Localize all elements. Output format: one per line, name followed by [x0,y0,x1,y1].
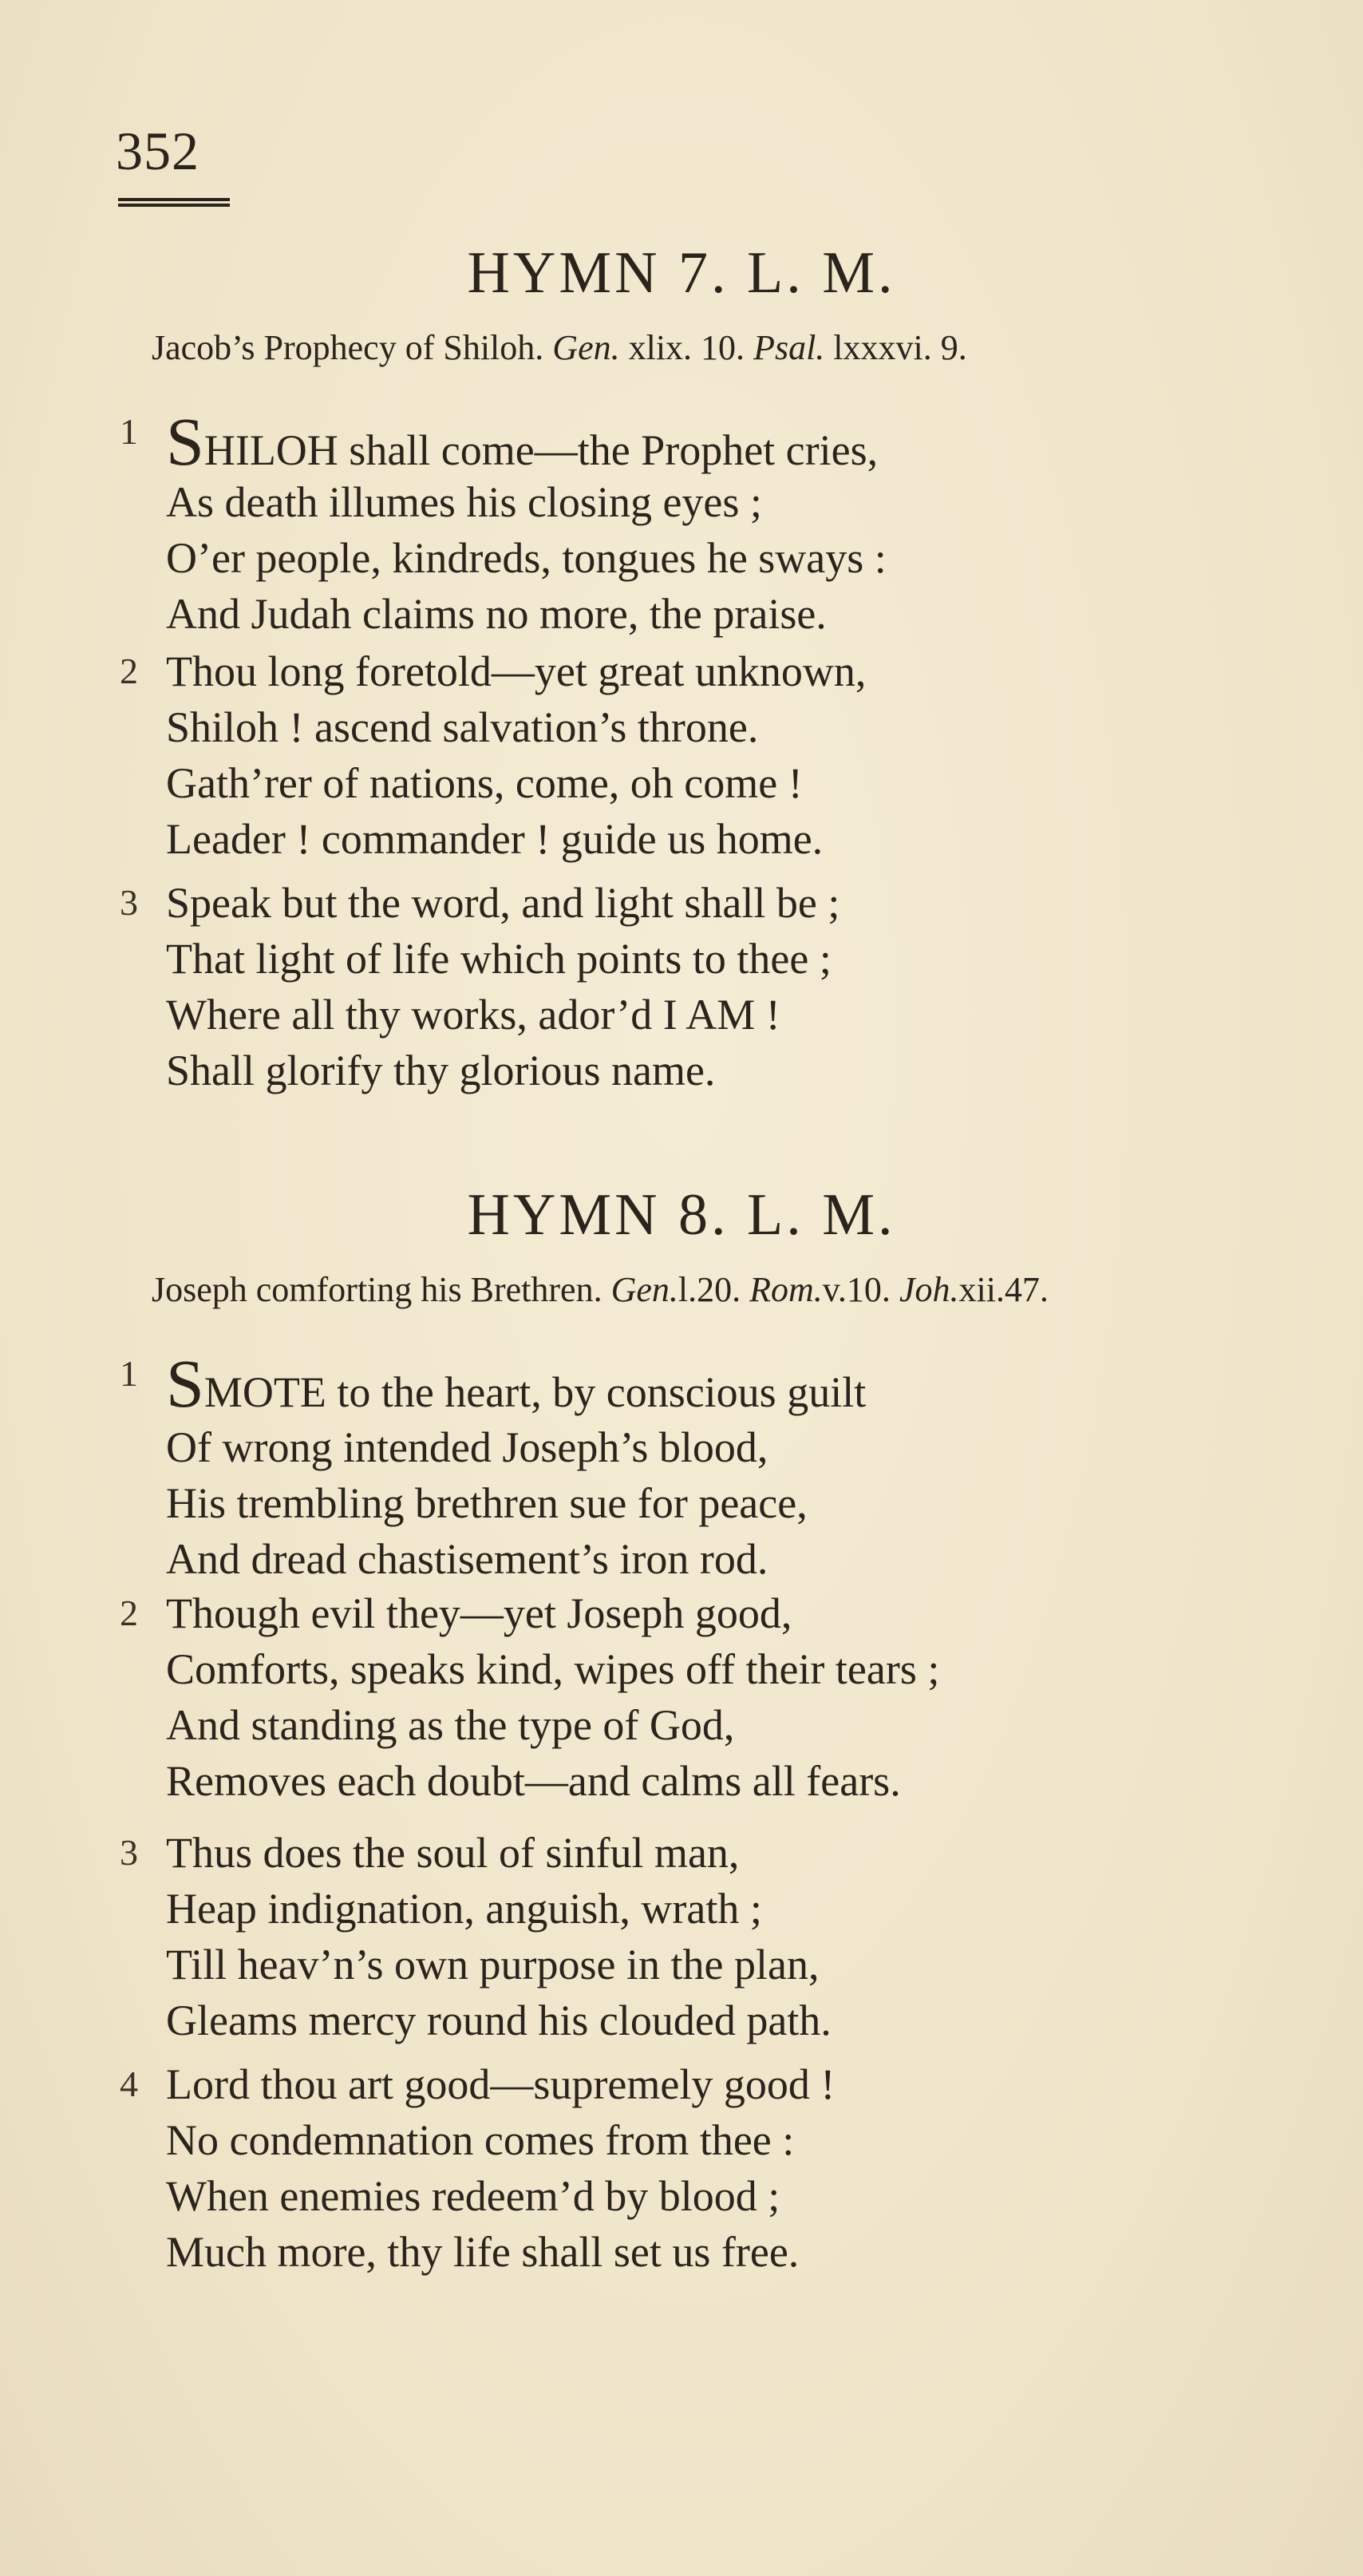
verse-line: Thou long foretold—yet great unknown, [166,647,867,695]
verse-line: Comforts, speaks kind, wipes off their tears ; [166,1645,940,1693]
drop-cap: S [166,403,204,480]
verse-line: Much more, thy life shall set us free. [166,2228,800,2276]
page-number: 352 [116,121,200,181]
hymn-8-title: HYMN 8. L. M. [467,1182,896,1248]
scripture-book: Gen. [610,1270,678,1309]
verse-line: Where all thy works, ador’d I AM ! [166,991,780,1039]
scripture-ref: v.10. [822,1270,899,1309]
scripture-ref: l.20. [678,1270,750,1309]
verse-line: As death illumes his closing eyes ; [166,478,762,526]
verse-line: And standing as the type of God, [166,1701,735,1749]
scripture-ref: xii.47. [958,1270,1049,1309]
verse-line: No condemnation comes from thee : [166,2116,795,2164]
scripture-book: Joh. [899,1270,959,1309]
verse-number: 2 [120,651,138,691]
verse-line: O’er people, kindreds, tongues he sways : [166,534,887,582]
verse-line: Speak but the word, and light shall be ; [166,879,840,927]
verse-line [166,1345,867,1422]
verse-line: Lord thou art good—supremely good ! [166,2060,836,2108]
scripture-ref: lxxxvi. 9. [824,328,967,367]
scripture-ref: xlix. 10. [619,328,754,367]
hymn-7-subtitle-text: Jacob’s Prophecy of Shiloh. [152,328,553,367]
scripture-book: Gen. [552,328,620,367]
verse-number: 3 [120,1832,138,1873]
verse-line: Though evil they—yet Joseph good, [166,1589,792,1637]
verse-line: Shiloh ! ascend salvation’s throne. [166,703,759,751]
verse-number: 2 [120,1593,138,1633]
line-text: HILOH shall come—the Prophet cries, [203,426,879,474]
verse-line: Till heav’n’s own purpose in the plan, [166,1941,820,1988]
ornamental-rule [118,198,230,212]
hymn-8-subtitle-text: Joseph comforting his Brethren. [152,1270,611,1309]
verse-line [166,403,879,480]
verse-line: Gath’rer of nations, come, oh come ! [166,759,803,807]
verse-line: Heap indignation, anguish, wrath ; [166,1885,762,1933]
line-text: MOTE to the heart, by conscious guilt [203,1368,867,1416]
verse-line: When enemies redeem’d by blood ; [166,2172,780,2220]
hymn-7-title: HYMN 7. L. M. [467,240,896,306]
verse-line: Gleams mercy round his clouded path. [166,1996,832,2044]
scripture-book: Psal. [753,328,825,367]
verse-number: 4 [120,2064,138,2104]
verse-number: 3 [120,882,138,923]
verse-number: 1 [120,411,138,452]
verse-line: And dread chastisement’s iron rod. [166,1535,768,1583]
hymn-8-subtitle [152,1269,1049,1310]
verse-line: Of wrong intended Joseph’s blood, [166,1423,768,1471]
hymn-7-subtitle [152,327,967,368]
verse-line: Thus does the soul of sinful man, [166,1829,740,1877]
verse-line: That light of life which points to thee ; [166,935,832,983]
verse-line: Leader ! commander ! guide us home. [166,815,824,863]
verse-line: Removes each doubt—and calms all fears. [166,1757,901,1805]
scripture-book: Rom. [749,1270,823,1309]
drop-cap: S [166,1345,204,1422]
verse-line: And Judah claims no more, the praise. [166,590,827,638]
verse-number: 1 [120,1353,138,1394]
verse-line: His trembling brethren sue for peace, [166,1479,808,1527]
verse-line: Shall glorify thy glorious name. [166,1047,716,1094]
